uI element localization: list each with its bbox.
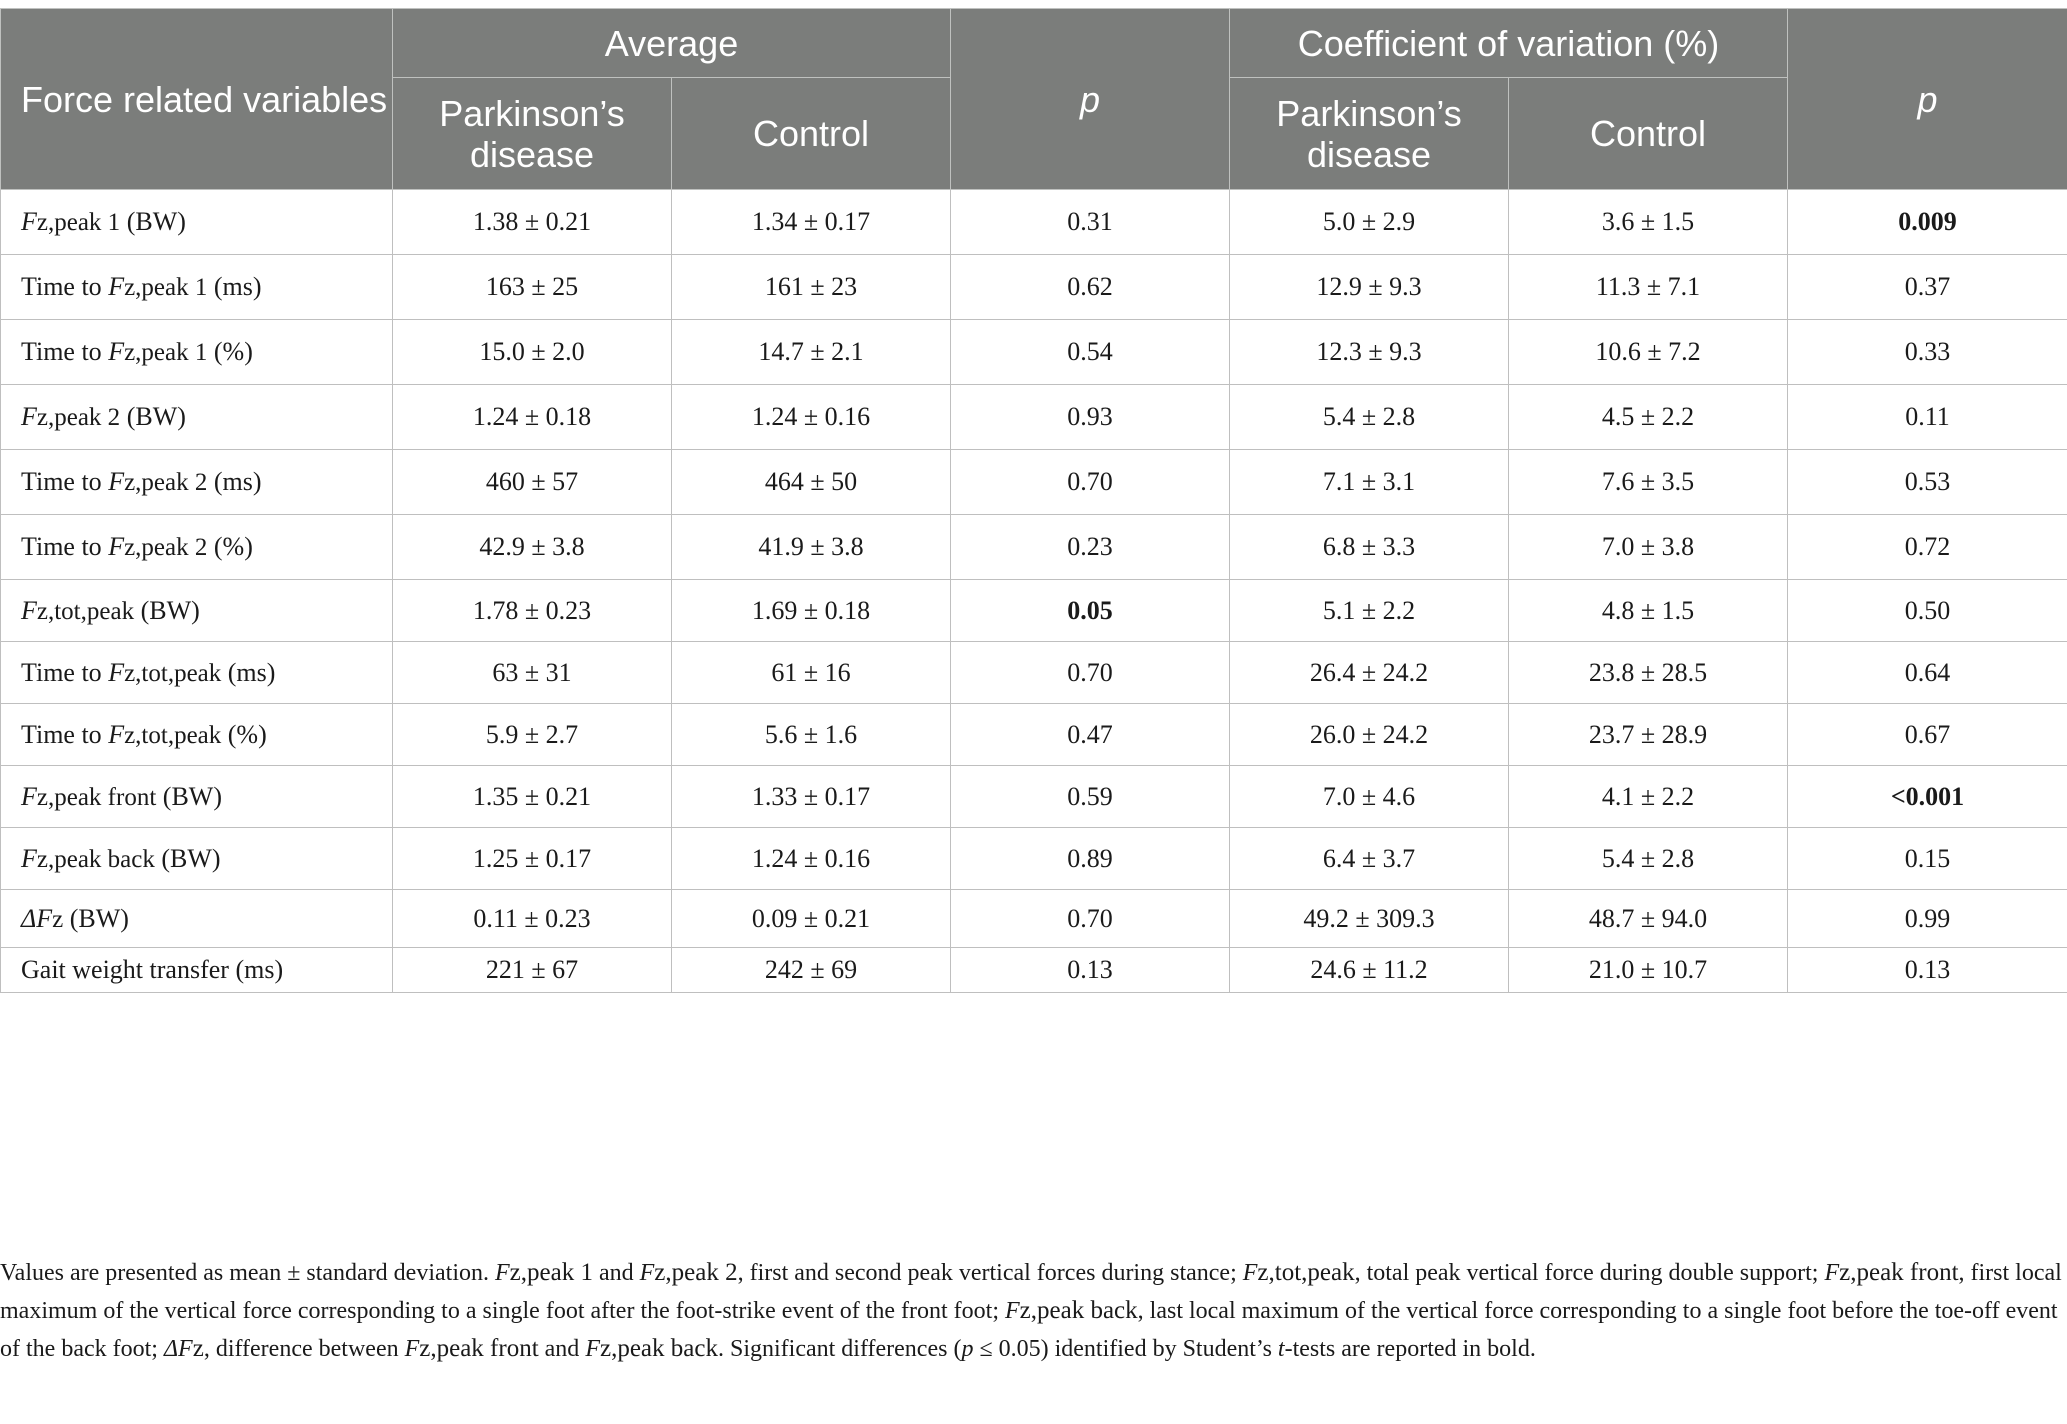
row-label-subscript: z,peak 1 (124, 339, 208, 366)
header-average-group: Average (393, 9, 951, 78)
footnote-t-italic: t (1277, 1336, 1285, 1362)
row-label-symbol: F (108, 657, 125, 687)
cell-control-cv: 7.6 ± 3.5 (1509, 450, 1788, 515)
cell-p-cv: 0.50 (1788, 580, 2067, 642)
cell-p-cv: 0.13 (1788, 948, 2067, 993)
cell-p-cv: 0.37 (1788, 255, 2067, 320)
footnote-text-5: , last local maximum of the vertical force corresponding to a single foot before the toe-off event of the back foot; (0, 1298, 2058, 1362)
cell-pd-average: 1.24 ± 0.18 (393, 385, 672, 450)
table-container (0, 8, 2067, 993)
row-label (1, 890, 393, 948)
cell-p-average: 0.70 (951, 642, 1230, 704)
cell-control-cv: 11.3 ± 7.1 (1509, 255, 1788, 320)
cell-p-cv: 0.009 (1788, 190, 2067, 255)
footnote-text-6: , difference between (203, 1336, 399, 1362)
row-label-subscript: z,tot,peak (124, 721, 222, 749)
footnote-and-2: and (544, 1336, 580, 1362)
row-label (1, 450, 393, 515)
cell-p-cv: 0.33 (1788, 320, 2067, 385)
cell-p-cv: 0.67 (1788, 704, 2067, 766)
footnote-p-italic: p (961, 1336, 974, 1362)
row-label-unit: (BW) (69, 903, 129, 933)
cell-control-cv: 48.7 ± 94.0 (1509, 890, 1788, 948)
cell-pd-average: 1.38 ± 0.21 (393, 190, 672, 255)
header-control-average: Control (672, 78, 951, 190)
footnote-sub-6: z (192, 1335, 204, 1362)
row-label-symbol: F (21, 207, 37, 236)
cell-control-average: 41.9 ± 3.8 (672, 515, 951, 580)
footnote-symbol-8: F (585, 1336, 600, 1362)
row-label-unit: (ms) (227, 657, 276, 687)
cell-pd-average: 1.78 ± 0.23 (393, 580, 672, 642)
cell-p-average: 0.70 (951, 890, 1230, 948)
header-cv-group: Coefficient of variation (%) (1230, 9, 1788, 78)
cell-control-cv: 3.6 ± 1.5 (1509, 190, 1788, 255)
footnote-and-1: and (598, 1260, 634, 1286)
cell-pd-cv: 6.8 ± 3.3 (1230, 515, 1509, 580)
footnote-sub-4: z,peak front (1839, 1259, 1959, 1286)
cell-pd-cv: 5.1 ± 2.2 (1230, 580, 1509, 642)
header-p-cv: p (1788, 9, 2067, 190)
cell-control-average: 464 ± 50 (672, 450, 951, 515)
row-label-subscript: z (52, 905, 64, 933)
row-label-subscript: z,tot,peak (124, 659, 222, 687)
row-label-unit: (%) (213, 337, 253, 366)
cell-pd-average: 460 ± 57 (393, 450, 672, 515)
table-row (1, 948, 2067, 993)
cell-control-average: 1.33 ± 0.17 (672, 766, 951, 828)
cell-pd-average: 63 ± 31 (393, 642, 672, 704)
row-label-prefix: Time to (21, 272, 102, 301)
row-label-unit: (%) (227, 719, 267, 749)
cell-p-average: 0.70 (951, 450, 1230, 515)
cell-control-cv: 5.4 ± 2.8 (1509, 828, 1788, 890)
cell-pd-cv: 12.3 ± 9.3 (1230, 320, 1509, 385)
footnote-text-4: , first local maximum of the vertical force corresponding to a single foot after the foot-strike event of the front foot; (0, 1260, 2062, 1324)
row-label-unit: (ms) (235, 955, 284, 984)
row-label-symbol: F (108, 337, 125, 366)
cell-control-cv: 23.7 ± 28.9 (1509, 704, 1788, 766)
header-pd-average: Parkinson’s disease (393, 78, 672, 190)
cell-pd-average: 1.25 ± 0.17 (393, 828, 672, 890)
cell-control-average: 1.24 ± 0.16 (672, 828, 951, 890)
row-label (1, 190, 393, 255)
footnote-symbol-5: F (1005, 1298, 1020, 1324)
footnote-sub-7: z,peak front (419, 1335, 539, 1362)
cell-p-cv: 0.11 (1788, 385, 2067, 450)
cell-pd-cv: 5.4 ± 2.8 (1230, 385, 1509, 450)
cell-control-cv: 21.0 ± 10.7 (1509, 948, 1788, 993)
cell-p-average: 0.62 (951, 255, 1230, 320)
row-label-subscript: z,peak 1 (124, 274, 208, 301)
row-label-symbol: F (108, 532, 125, 561)
cell-control-cv: 4.1 ± 2.2 (1509, 766, 1788, 828)
cell-pd-cv: 5.0 ± 2.9 (1230, 190, 1509, 255)
table-row (1, 255, 2067, 320)
cell-control-average: 0.09 ± 0.21 (672, 890, 951, 948)
cell-control-cv: 4.5 ± 2.2 (1509, 385, 1788, 450)
row-label (1, 580, 393, 642)
cell-pd-average: 42.9 ± 3.8 (393, 515, 672, 580)
cell-control-average: 14.7 ± 2.1 (672, 320, 951, 385)
table-row (1, 704, 2067, 766)
cell-p-average: 0.13 (951, 948, 1230, 993)
table-row (1, 320, 2067, 385)
table-row (1, 190, 2067, 255)
cell-pd-average: 15.0 ± 2.0 (393, 320, 672, 385)
cell-p-average: 0.05 (951, 580, 1230, 642)
row-label-symbol: F (21, 595, 37, 625)
row-label-symbol: F (108, 272, 125, 301)
table-row (1, 828, 2067, 890)
row-label (1, 385, 393, 450)
cell-pd-cv: 7.1 ± 3.1 (1230, 450, 1509, 515)
row-label-symbol: F (21, 781, 37, 811)
cell-pd-average: 163 ± 25 (393, 255, 672, 320)
footnote-text-7: . Significant differences ( (717, 1336, 962, 1362)
footnote-symbol-7: F (404, 1336, 420, 1362)
footnote-sub-5: z,peak back (1019, 1297, 1138, 1324)
cell-control-average: 61 ± 16 (672, 642, 951, 704)
footnote-sub-1: z,peak 1 (509, 1259, 593, 1286)
cell-control-average: 161 ± 23 (672, 255, 951, 320)
table-row (1, 580, 2067, 642)
row-label-unit: (BW) (162, 781, 222, 811)
row-label-unit: (ms) (213, 467, 262, 496)
cell-p-average: 0.31 (951, 190, 1230, 255)
row-label-subscript: z,peak 2 (124, 469, 208, 496)
row-label-prefix: Time to (21, 337, 102, 366)
row-label-unit: (BW) (126, 207, 186, 236)
cell-pd-average: 0.11 ± 0.23 (393, 890, 672, 948)
cell-pd-cv: 7.0 ± 4.6 (1230, 766, 1509, 828)
footnote-sub-8: z,peak back (599, 1335, 718, 1362)
cell-pd-average: 1.35 ± 0.21 (393, 766, 672, 828)
row-label-subscript: z,peak back (36, 845, 155, 873)
row-label-symbol: ΔF (21, 903, 53, 933)
footnote-sub-3: z,tot,peak (1257, 1259, 1355, 1286)
footnote-text-8: ≤ 0.05) identified by Student’s (979, 1336, 1272, 1362)
cell-p-cv: 0.99 (1788, 890, 2067, 948)
row-label (1, 642, 393, 704)
cell-p-average: 0.93 (951, 385, 1230, 450)
cell-control-cv: 10.6 ± 7.2 (1509, 320, 1788, 385)
cell-control-average: 1.34 ± 0.17 (672, 190, 951, 255)
row-label-subscript: z,tot,peak (36, 597, 135, 625)
footnote-text-2: , first and second peak vertical forces during stance; (737, 1260, 1237, 1286)
cell-p-average: 0.54 (951, 320, 1230, 385)
row-label (1, 704, 393, 766)
row-label-prefix: Time to (21, 467, 102, 496)
row-label-prefix: Time to (21, 532, 102, 561)
row-label-prefix: Gait weight transfer (21, 955, 229, 984)
table-row (1, 890, 2067, 948)
cell-p-average: 0.47 (951, 704, 1230, 766)
footnote-symbol-2: F (639, 1260, 655, 1286)
header-p-average: p (951, 9, 1230, 190)
row-label-unit: (%) (213, 532, 253, 561)
cell-p-cv: <0.001 (1788, 766, 2067, 828)
row-label-unit: (BW) (126, 402, 186, 431)
cell-pd-cv: 26.4 ± 24.2 (1230, 642, 1509, 704)
table-row (1, 766, 2067, 828)
row-label-symbol: F (108, 467, 125, 496)
row-label-symbol: F (108, 719, 125, 749)
row-label (1, 828, 393, 890)
row-label (1, 766, 393, 828)
row-label-unit: (BW) (161, 843, 221, 873)
row-label-symbol: F (21, 402, 37, 431)
cell-p-average: 0.89 (951, 828, 1230, 890)
footnote-text-3: , total peak vertical force during double support; (1354, 1260, 1819, 1286)
row-label (1, 948, 393, 993)
cell-pd-cv: 26.0 ± 24.2 (1230, 704, 1509, 766)
row-label-subscript: z,peak front (36, 783, 157, 811)
row-label-symbol: F (21, 843, 37, 873)
header-control-cv: Control (1509, 78, 1788, 190)
table-row (1, 385, 2067, 450)
row-label-subscript: z,peak 2 (36, 404, 121, 431)
row-label-subscript: z,peak 2 (124, 534, 208, 561)
cell-control-average: 1.69 ± 0.18 (672, 580, 951, 642)
cell-p-cv: 0.53 (1788, 450, 2067, 515)
row-label-unit: (ms) (213, 272, 262, 301)
cell-p-cv: 0.72 (1788, 515, 2067, 580)
row-label-prefix: Time to (21, 719, 102, 749)
row-label-prefix: Time to (21, 657, 102, 687)
table-row (1, 450, 2067, 515)
cell-p-average: 0.59 (951, 766, 1230, 828)
cell-p-cv: 0.64 (1788, 642, 2067, 704)
footnote-text-9: -tests are reported in bold. (1284, 1336, 1536, 1362)
force-variables-table (0, 8, 2067, 993)
table-row (1, 642, 2067, 704)
table-body (1, 190, 2067, 993)
row-label-unit: (BW) (140, 595, 200, 625)
footnote-symbol-3: F (1242, 1260, 1258, 1286)
table-footnote (0, 1254, 2067, 1368)
footnote-text-1: Values are presented as mean ± standard deviation. (0, 1260, 489, 1286)
cell-pd-cv: 24.6 ± 11.2 (1230, 948, 1509, 993)
row-label (1, 320, 393, 385)
cell-control-average: 1.24 ± 0.16 (672, 385, 951, 450)
row-label (1, 255, 393, 320)
cell-pd-cv: 12.9 ± 9.3 (1230, 255, 1509, 320)
row-label-subscript: z,peak 1 (36, 209, 121, 236)
cell-control-cv: 23.8 ± 28.5 (1509, 642, 1788, 704)
cell-control-average: 5.6 ± 1.6 (672, 704, 951, 766)
header-force-related-variables: Force related variables (1, 9, 393, 190)
table-row (1, 515, 2067, 580)
cell-p-cv: 0.15 (1788, 828, 2067, 890)
footnote-symbol-1: F (495, 1260, 510, 1286)
cell-control-cv: 7.0 ± 3.8 (1509, 515, 1788, 580)
cell-control-average: 242 ± 69 (672, 948, 951, 993)
cell-pd-cv: 49.2 ± 309.3 (1230, 890, 1509, 948)
header-pd-cv: Parkinson’s disease (1230, 78, 1509, 190)
footnote-symbol-6: ΔF (163, 1336, 193, 1362)
footnote-symbol-4: F (1824, 1260, 1840, 1286)
cell-pd-cv: 6.4 ± 3.7 (1230, 828, 1509, 890)
footnote-sub-2: z,peak 2 (654, 1259, 738, 1286)
row-label (1, 515, 393, 580)
cell-control-cv: 4.8 ± 1.5 (1509, 580, 1788, 642)
cell-pd-average: 5.9 ± 2.7 (393, 704, 672, 766)
cell-p-average: 0.23 (951, 515, 1230, 580)
cell-pd-average: 221 ± 67 (393, 948, 672, 993)
